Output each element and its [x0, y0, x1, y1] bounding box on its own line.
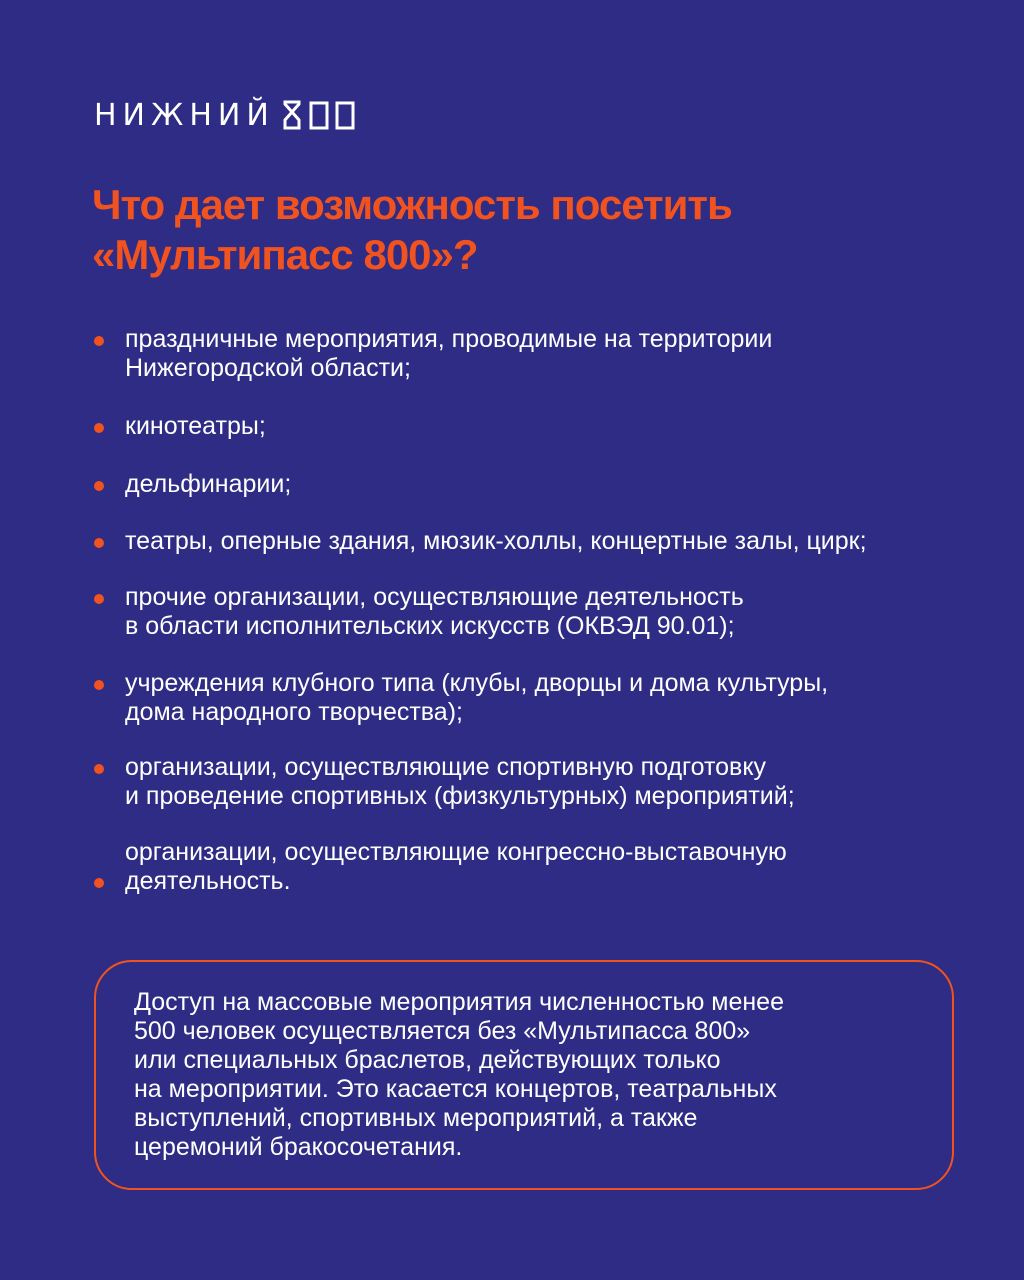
bullet-dot-icon — [94, 764, 104, 774]
list-item-text: театры, оперные здания, мюзик-холлы, концертные залы, цирк; — [125, 527, 867, 555]
notice-box — [94, 960, 954, 1190]
list-item-text: кинотеатры; — [125, 412, 266, 440]
list-item-text: учреждения клубного типа (клубы, дворцы и дома культуры, дома народного творчества); — [125, 669, 829, 726]
bullet-dot-icon — [94, 336, 104, 346]
bullet-dot-icon — [94, 538, 104, 548]
list-item-text: прочие организации, осуществляющие деятельность в области исполнительских искусств (ОКВЭД 90.01); — [125, 583, 744, 640]
nizhny-800-logo-icon — [275, 98, 363, 134]
bullet-dot-icon — [94, 594, 104, 604]
brand-logo — [94, 98, 363, 134]
bullet-dot-icon — [94, 878, 104, 888]
bullet-dot-icon — [94, 423, 104, 433]
bullet-dot-icon — [94, 481, 104, 491]
list-item-text: дельфинарии; — [125, 470, 292, 498]
logo-text: НИЖНИЙ — [94, 98, 275, 133]
page-title: Что дает возможность посетить «Мультипасс 800»? — [92, 181, 732, 278]
notice-text: Доступ на массовые мероприятия численностью менее 500 человек осуществляется без «Мультипасса 800» или специальных браслетов, действующих только на мероприятии. Это касается концертов, театральных выступлений, спортивных мероприятий, а также церемоний бракосочетания. — [134, 988, 784, 1161]
bullet-dot-icon — [94, 680, 104, 690]
list-item-text: организации, осуществляющие конгрессно-выставочную деятельность. — [125, 838, 787, 895]
list-item-text: праздничные мероприятия, проводимые на территории Нижегородской области; — [125, 325, 773, 382]
list-item-text: организации, осуществляющие спортивную подготовку и проведение спортивных (физкультурных) мероприятий; — [125, 753, 795, 810]
